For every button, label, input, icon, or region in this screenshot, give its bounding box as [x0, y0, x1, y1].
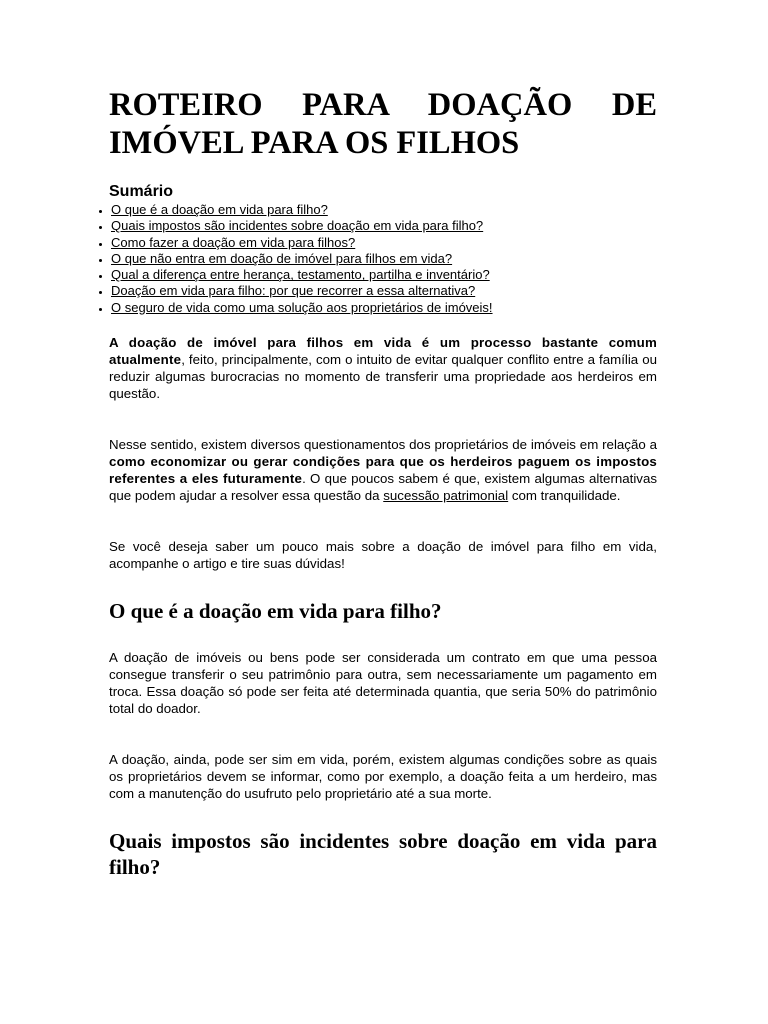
toc-item [111, 202, 657, 218]
toc-link-1[interactable]: O que é a doação em vida para filho? [111, 202, 328, 217]
toc-item [111, 251, 657, 267]
toc-item [111, 300, 657, 316]
section1-paragraph-2: A doação, ainda, pode ser sim em vida, porém, existem algumas condições sobre as quais os proprietários devem se informar, como por exemplo, a doação feita a um herdeiro, mas com a manutenção do usufruto pelo proprietário até a sua morte. [109, 752, 657, 802]
toc-item [111, 283, 657, 299]
intro-p1-bold: A doação de imóvel para filhos em vida é um processo bastante comum atualmente [109, 335, 657, 368]
toc-link-4[interactable]: O que não entra em doação de imóvel para filhos em vida? [111, 250, 453, 266]
intro-paragraph-2 [109, 436, 657, 504]
intro-p1-rest: , feito, principalmente, com o intuito de evitar qualquer conflito entre a família ou reduzir algumas burocracias no momento de transferir uma propriedade aos herdeiros em questão. [109, 352, 657, 402]
toc-link-7[interactable]: O seguro de vida como uma solução aos proprietários de imóveis! [111, 299, 493, 315]
sumario-list [109, 202, 657, 316]
toc-link-5[interactable]: Qual a diferença entre herança, testamento, partilha e inventário? [111, 267, 490, 283]
intro-paragraph-3: Se você deseja saber um pouco mais sobre a doação de imóvel para filho em vida, acompanhe o artigo e tire suas dúvidas! [109, 539, 657, 572]
document-content [109, 86, 657, 880]
sumario-heading: Sumário [109, 183, 174, 200]
section-heading-2: Quais impostos são incidentes sobre doação em vida para filho? [109, 829, 657, 880]
intro-p2-bold: como economizar ou gerar condições para que os herdeiros paguem os impostos referentes a eles futuramente [109, 454, 657, 487]
toc-item [111, 267, 657, 283]
intro-p2-start: Nesse sentido, existem diversos questionamentos dos proprietários de imóveis em relação a [109, 437, 657, 453]
section1-paragraph-1: A doação de imóveis ou bens pode ser considerada um contrato em que uma pessoa consegue transferir o seu patrimônio para outra, sem necessariamente um pagamento em troca. Essa doação só pode ser feita até determinada quantia, que seria 50% do patrimônio total do doador. [109, 650, 657, 717]
intro-p2-end: com tranquilidade. [508, 488, 621, 504]
toc-link-2[interactable]: Quais impostos são incidentes sobre doação em vida para filho? [111, 218, 484, 234]
intro-p2-mid: . O que poucos sabem é que, existem algumas alternativas que podem ajudar a resolver essa questão da [109, 471, 658, 504]
toc-item [111, 218, 657, 234]
toc-link-6[interactable]: Doação em vida para filho: por que recorrer a essa alternativa? [111, 283, 476, 299]
toc-item [111, 235, 657, 251]
sucessao-patrimonial-link[interactable]: sucessão patrimonial [383, 488, 509, 504]
document-title: ROTEIRO PARA DOAÇÃO DE IMÓVEL PARA OS FILHOS [109, 87, 657, 161]
intro-paragraph-1 [109, 334, 657, 402]
section-heading-1: O que é a doação em vida para filho? [109, 599, 442, 624]
toc-link-3[interactable]: Como fazer a doação em vida para filhos? [111, 234, 356, 250]
